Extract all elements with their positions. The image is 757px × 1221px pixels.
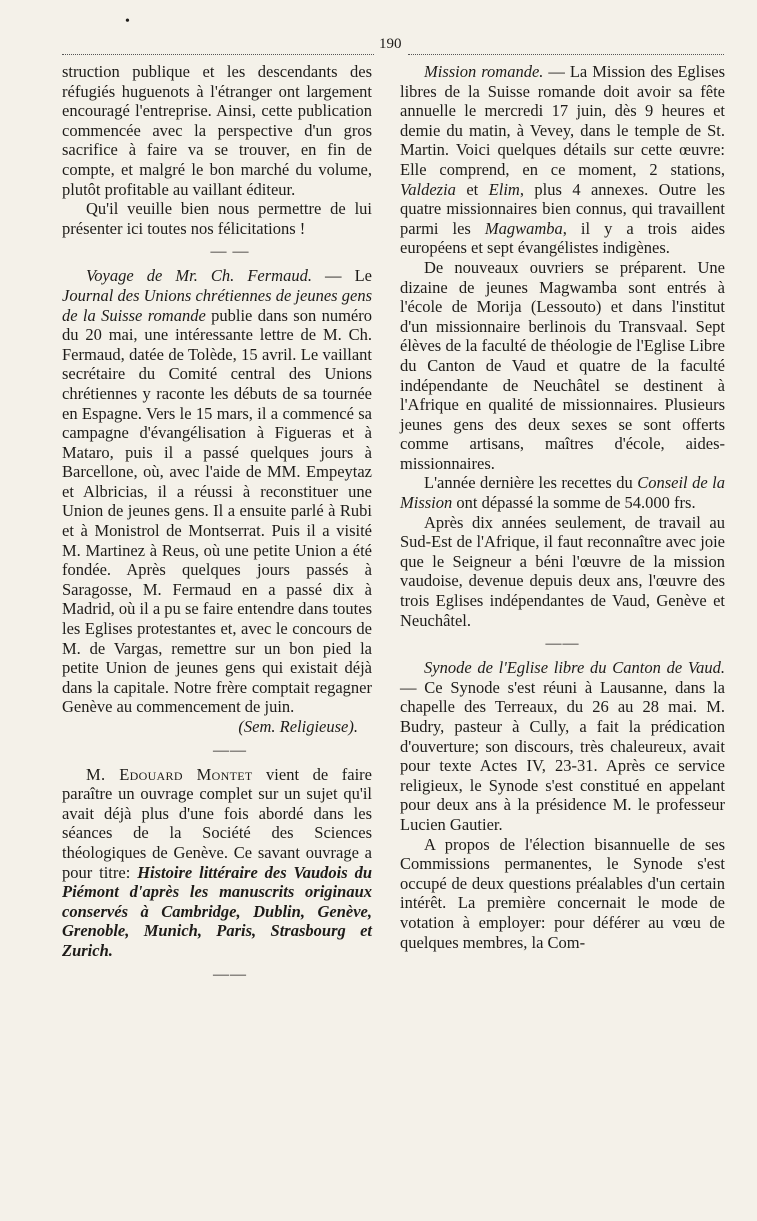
- article-body: — Ce Synode s'est réuni à Lausanne, dans la chapelle des Terreaux, du 26 au 28 mai. M. Budry, pasteur à Cully, a fait la prédication d'ouverture; son discours, très chaleureux, avait pour texte Actes IV, 23-31. Après ce service religieux, le Synode s'est constitué en appelant pour deux ans à la présidence M. le professeur Lucien Gautier.: [400, 677, 725, 834]
- right-column: [400, 62, 725, 952]
- paragraph-ouvriers: De nouveaux ouvriers se préparent. Une dizaine de jeunes Magwamba sont entrés à l'école de Morija (Lessouto) et dans l'institut d'un missionnaire berlinois du Transvaal. Sept élèves de la faculté de théologie de l'Eglise Libre du Canton de Vaud et quatre de la faculté indépendante de Neuchâtel se destinent à l'Afrique en qualité de missionnaires. Plusieurs jeunes gens des deux sexes se sont offerts comme artisans, maîtres d'école, aides-missionnaires.: [400, 257, 725, 473]
- station-valdezia: Valdezia: [400, 179, 456, 199]
- article-fermaud: [62, 266, 372, 717]
- source-citation: (Sem. Religieuse).: [238, 717, 358, 736]
- article-body: vient de faire paraître un ouvrage complet sur un sujet qu'il avait déjà plus d'une fois abordé dans les séances de la Société des Sciences théologiques de Genève. Ce savant ouvrage a pour titre:: [62, 764, 372, 882]
- article-title: Voyage de Mr. Ch. Fermaud.: [86, 266, 312, 286]
- paragraph-recettes: L'année dernière les recettes du Conseil de la Mission ont dépassé la somme de 54.000 frs.: [400, 473, 725, 513]
- book-title: Histoire littéraire des Vaudois du Piémont d'après les manuscrits originaux conservés à Cambridge, Dublin, Genève, Grenoble, Munich, Paris, Strasbourg et Zurich.: [62, 862, 372, 960]
- separator: ——: [213, 741, 247, 759]
- dash-text: — Le: [311, 266, 372, 286]
- paragraph-felicitations: Qu'il veuille bien nous permettre de lui présenter ici toutes nos félicitations !: [62, 199, 372, 238]
- separator: ——: [545, 635, 580, 653]
- article-title: Mission romande.: [424, 62, 544, 81]
- paragraph-apres: Après dix années seulement, de travail au Sud-Est de l'Afrique, il faut reconnaître avec joie que le Seigneur a béni l'œuvre de la mission vaudoise, devenue depuis deux ans, l'œuvre des trois Eglises indépendantes de Vaud, Genève et Neuchâtel.: [400, 512, 725, 630]
- top-mark: •: [125, 14, 130, 29]
- author-name: M. Edouard Montet: [86, 764, 253, 784]
- paragraph-election: A propos de l'élection bisannuelle de ses Commissions permanentes, le Synode s'est occupé de deux questions préalables d'un certain intérêt. La première concernait le mode de votation à employer: pour déférer au vœu de quelques membres, la Com-: [400, 834, 725, 952]
- page-number: 190: [379, 36, 402, 52]
- journal-title: Journal des Unions chrétiennes de jeunes gens de la Suisse romande: [62, 285, 372, 325]
- article-synode: [400, 658, 725, 834]
- separator: — —: [210, 243, 250, 261]
- paragraph-continuation: struction publique et les descendants des réfugiés huguenots à l'étranger ont largement encouragé l'entreprise. Ainsi, cette publication commencée avec la perspective d'un gros sacrifice à faire va se trouver, en fin de compte, et malgré le bon marché du volume, plutôt profitable au vaillant éditeur.: [62, 62, 372, 199]
- article-title: Synode de l'Eglise libre du Canton de Vaud.: [424, 658, 725, 678]
- article-body: publie dans son numéro du 20 mai, une intéressante lettre de M. Ch. Fermaud, datée de Tolède, 15 avril. Le vaillant secrétaire du Comité central des Unions chrétiennes y raconte les débuts de sa tournée en Espagne. Vers le 15 mars, il a commencé sa campagne d'évangélisation à Figueras et à Mataro, puis il a passé quelques jours à Barcellone, où, avec l'aide de MM. Empeytaz et Albricias, il a réussi à reconstituer une Union de jeunes gens. Il a ensuite parlé à Rubi et à Monistrol de Montserrat. Puis il a visité M. Martinez à Reus, où une petite Union a été fondée. Après quelques jours passés à Saragosse, M. Fermaud en a passé dix à Madrid, où il a pu se faire entendre dans toutes les Eglises protestantes et, avec le concours de M. de Vargas, remettre sur un bon pied la petite Union de jeunes gens qui existait déjà dans la capitale. Notre frère comptait regagner Genève au commencement de juin.: [62, 305, 372, 717]
- left-column: [62, 62, 372, 989]
- conseil-title: Conseil de la Mission: [400, 473, 725, 513]
- station-elim: Elim: [488, 179, 520, 199]
- people-magwamba: Magwamba: [484, 218, 563, 238]
- header-rule-left: [62, 44, 374, 55]
- separator: ——: [213, 965, 247, 983]
- header-rule-right: [408, 44, 724, 55]
- article-mission: Mission romande. — La Mission des Eglises libres de la Suisse romande doit avoir sa fête annuelle le mercredi 17 juin, dès 9 heures et demie du matin, à Vevey, dans le temple de St. Martin. Voici quelques détails sur cette œuvre: Elle comprend, en ce moment, 2 stations, Valdezia et Elim, plus 4 annexes. Outre les quatre missionnaires bien connus, qui travaillent parmi les Magwamba, il y a trois aides européens et sept évangélistes indigènes.: [400, 62, 725, 258]
- article-montet: [62, 765, 372, 961]
